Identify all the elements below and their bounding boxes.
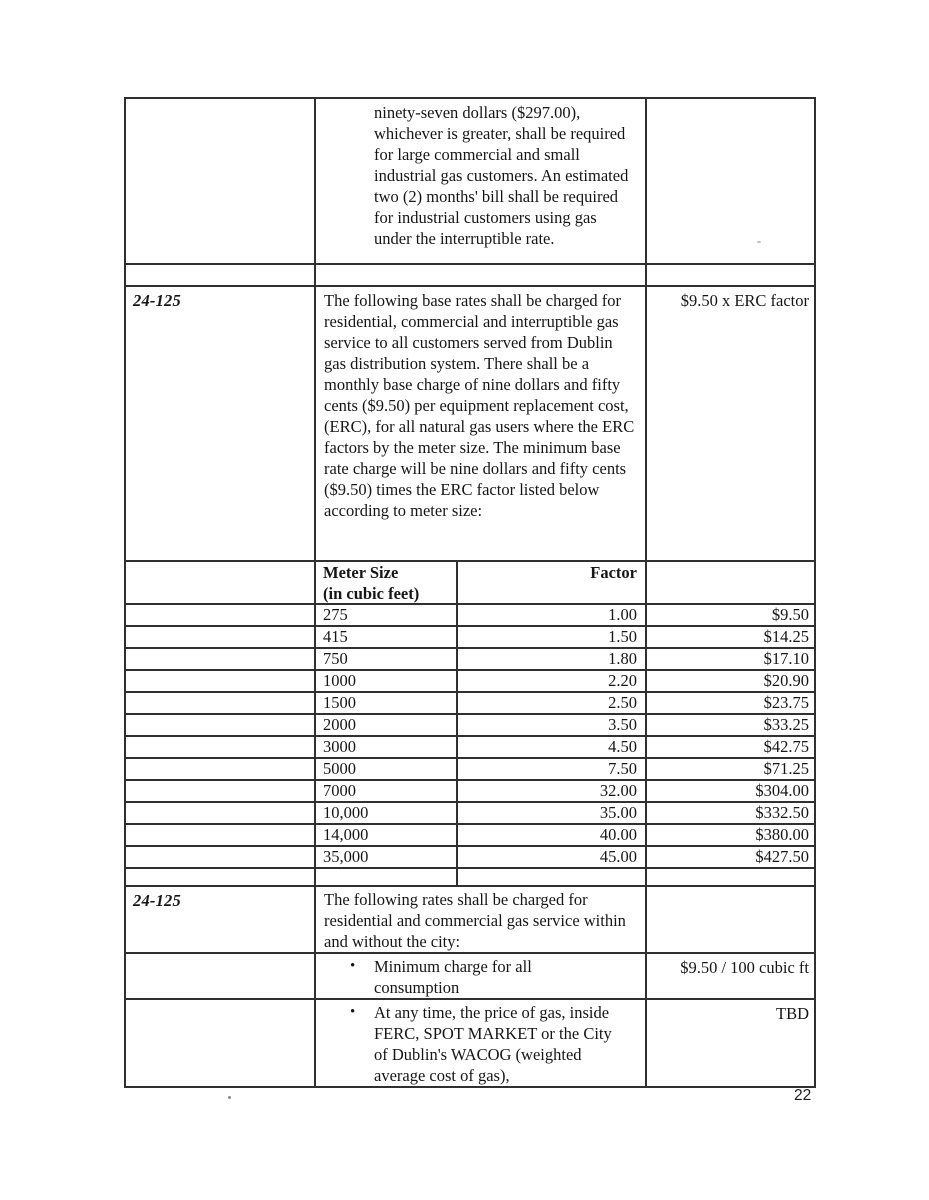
charge-cell <box>646 648 815 670</box>
meter-size-cell <box>315 714 457 736</box>
factor-value: 2.20 <box>608 671 637 690</box>
factor-value: 45.00 <box>599 847 637 866</box>
continuation-text: ninety-seven dollars ($297.00), whichever is greater, shall be required for large commercial and small industrial gas customers. An estimated two (2) months' bill shall be required for industrial customers using gas under the interruptible rate. <box>374 103 629 248</box>
meter-table-spacer-row <box>125 868 815 886</box>
meter-size-header-line1: Meter Size <box>323 563 399 582</box>
rate-cell <box>646 286 815 561</box>
base-rates-rate: $9.50 x ERC factor <box>680 291 809 310</box>
spacer-cell <box>125 264 315 286</box>
factor-cell <box>457 780 646 802</box>
section-code: 24-125 <box>133 291 181 310</box>
meter-size-cell <box>315 802 457 824</box>
code-cell <box>125 286 315 561</box>
factor-header: Factor <box>590 563 637 582</box>
meter-size-value: 275 <box>323 605 348 624</box>
bullet-icon: • <box>350 958 356 974</box>
rate-cell-empty <box>646 886 815 953</box>
charge-cell <box>646 802 815 824</box>
rate-cell <box>646 953 815 999</box>
bullet-rate: $9.50 / 100 cubic ft <box>680 958 809 977</box>
rate-cell-empty <box>646 98 815 264</box>
bullet-icon: • <box>350 1004 356 1020</box>
section-code: 24-125 <box>133 891 181 910</box>
scan-speck <box>757 241 761 243</box>
meter-row <box>125 604 815 626</box>
spacer-cell <box>457 868 646 886</box>
meter-size-value: 35,000 <box>323 847 369 866</box>
meter-row <box>125 846 815 868</box>
charge-cell <box>646 714 815 736</box>
code-cell-empty <box>125 758 315 780</box>
meter-row <box>125 626 815 648</box>
meter-size-value: 5000 <box>323 759 356 778</box>
code-cell-empty <box>125 670 315 692</box>
gas-rates-table <box>124 97 816 1088</box>
factor-cell <box>457 648 646 670</box>
charge-cell <box>646 692 815 714</box>
factor-value: 3.50 <box>608 715 637 734</box>
code-cell-empty <box>125 953 315 999</box>
code-cell-empty <box>125 604 315 626</box>
charge-value: $42.75 <box>763 737 809 756</box>
city-rates-text: The following rates shall be charged for residential and commercial gas service within and without the city: <box>324 890 626 951</box>
charge-cell <box>646 780 815 802</box>
charge-value: $33.25 <box>763 715 809 734</box>
meter-size-cell <box>315 780 457 802</box>
charge-cell <box>646 758 815 780</box>
spacer-cell <box>646 264 815 286</box>
meter-size-value: 750 <box>323 649 348 668</box>
code-cell-empty <box>125 999 315 1087</box>
charge-value: $304.00 <box>755 781 809 800</box>
meter-size-cell <box>315 846 457 868</box>
bullet-item <box>350 1002 641 1086</box>
meter-size-cell <box>315 736 457 758</box>
charge-cell <box>646 846 815 868</box>
charge-value: $23.75 <box>763 693 809 712</box>
meter-size-value: 10,000 <box>323 803 369 822</box>
bullet-rate: TBD <box>776 1004 809 1023</box>
code-cell <box>125 886 315 953</box>
description-cell <box>315 98 646 264</box>
charge-cell <box>646 604 815 626</box>
meter-table-header-row <box>125 561 815 604</box>
bullet-text: Minimum charge for all consumption <box>374 957 532 997</box>
factor-value: 4.50 <box>608 737 637 756</box>
spacer-cell <box>315 264 646 286</box>
meter-size-value: 7000 <box>323 781 356 800</box>
charge-cell <box>646 626 815 648</box>
meter-size-header-cell <box>315 561 457 604</box>
description-cell <box>315 886 646 953</box>
charge-value: $14.25 <box>763 627 809 646</box>
code-cell-empty <box>125 692 315 714</box>
factor-cell <box>457 692 646 714</box>
table-row-bullet-gas-price <box>125 999 815 1087</box>
code-cell-empty <box>125 98 315 264</box>
factor-value: 1.50 <box>608 627 637 646</box>
page-number: 22 <box>794 1087 812 1104</box>
code-cell-empty <box>125 714 315 736</box>
meter-size-value: 14,000 <box>323 825 369 844</box>
table-row-spacer <box>125 264 815 286</box>
factor-cell <box>457 714 646 736</box>
description-cell <box>315 286 646 561</box>
meter-row <box>125 758 815 780</box>
meter-size-value: 415 <box>323 627 348 646</box>
factor-value: 7.50 <box>608 759 637 778</box>
factor-value: 2.50 <box>608 693 637 712</box>
factor-cell <box>457 736 646 758</box>
code-cell-empty <box>125 846 315 868</box>
factor-value: 35.00 <box>599 803 637 822</box>
meter-size-cell <box>315 604 457 626</box>
code-cell-empty <box>125 561 315 604</box>
factor-cell <box>457 846 646 868</box>
rate-cell <box>646 999 815 1087</box>
code-cell-empty <box>125 736 315 758</box>
meter-size-cell <box>315 670 457 692</box>
code-cell-empty <box>125 802 315 824</box>
meter-size-value: 2000 <box>323 715 356 734</box>
code-cell-empty <box>125 780 315 802</box>
rate-cell-empty <box>646 561 815 604</box>
meter-size-value: 1000 <box>323 671 356 690</box>
factor-cell <box>457 604 646 626</box>
code-cell-empty <box>125 648 315 670</box>
meter-row <box>125 670 815 692</box>
meter-row <box>125 824 815 846</box>
factor-value: 40.00 <box>599 825 637 844</box>
factor-value: 32.00 <box>599 781 637 800</box>
meter-row <box>125 692 815 714</box>
charge-value: $17.10 <box>763 649 809 668</box>
bullet-text: At any time, the price of gas, inside FERC, SPOT MARKET or the City of Dublin's WACOG (weighted average cost of gas), <box>374 1003 612 1085</box>
meter-size-cell <box>315 648 457 670</box>
spacer-cell <box>125 868 315 886</box>
meter-size-cell <box>315 692 457 714</box>
table-row-bullet-minimum-charge <box>125 953 815 999</box>
factor-cell <box>457 670 646 692</box>
meter-size-value: 1500 <box>323 693 356 712</box>
table-row-base-rates <box>125 286 815 561</box>
charge-cell <box>646 736 815 758</box>
table-row-city-rates <box>125 886 815 953</box>
charge-value: $20.90 <box>763 671 809 690</box>
description-cell <box>315 953 646 999</box>
meter-row <box>125 736 815 758</box>
factor-value: 1.00 <box>608 605 637 624</box>
factor-cell <box>457 802 646 824</box>
meter-size-cell <box>315 626 457 648</box>
scan-speck <box>228 1096 231 1099</box>
code-cell-empty <box>125 626 315 648</box>
description-cell <box>315 999 646 1087</box>
meter-size-header-line2: (in cubic feet) <box>323 583 420 603</box>
charge-value: $427.50 <box>755 847 809 866</box>
meter-row <box>125 802 815 824</box>
charge-value: $71.25 <box>763 759 809 778</box>
meter-row <box>125 714 815 736</box>
factor-cell <box>457 824 646 846</box>
meter-size-cell <box>315 824 457 846</box>
charge-value: $380.00 <box>755 825 809 844</box>
meter-size-value: 3000 <box>323 737 356 756</box>
code-cell-empty <box>125 824 315 846</box>
charge-cell <box>646 670 815 692</box>
factor-cell <box>457 626 646 648</box>
spacer-cell <box>646 868 815 886</box>
table-row-continuation <box>125 98 815 264</box>
charge-value: $332.50 <box>755 803 809 822</box>
meter-row <box>125 780 815 802</box>
base-rates-text: The following base rates shall be charged for residential, commercial and interruptible gas service to all customers served from Dublin gas distribution system. There shall be a monthly base charge of nine dollars and fifty cents ($9.50) per equipment replacement cost, (ERC), for all natural gas users where the ERC factors by the meter size. The minimum base rate charge will be nine dollars and fifty cents ($9.50) times the ERC factor listed below according to meter size: <box>324 291 635 520</box>
meter-size-cell <box>315 758 457 780</box>
spacer-cell <box>315 868 457 886</box>
factor-cell <box>457 758 646 780</box>
factor-value: 1.80 <box>608 649 637 668</box>
charge-cell <box>646 824 815 846</box>
factor-header-cell <box>457 561 646 604</box>
charge-value: $9.50 <box>771 605 809 624</box>
bullet-item <box>350 956 641 998</box>
meter-row <box>125 648 815 670</box>
